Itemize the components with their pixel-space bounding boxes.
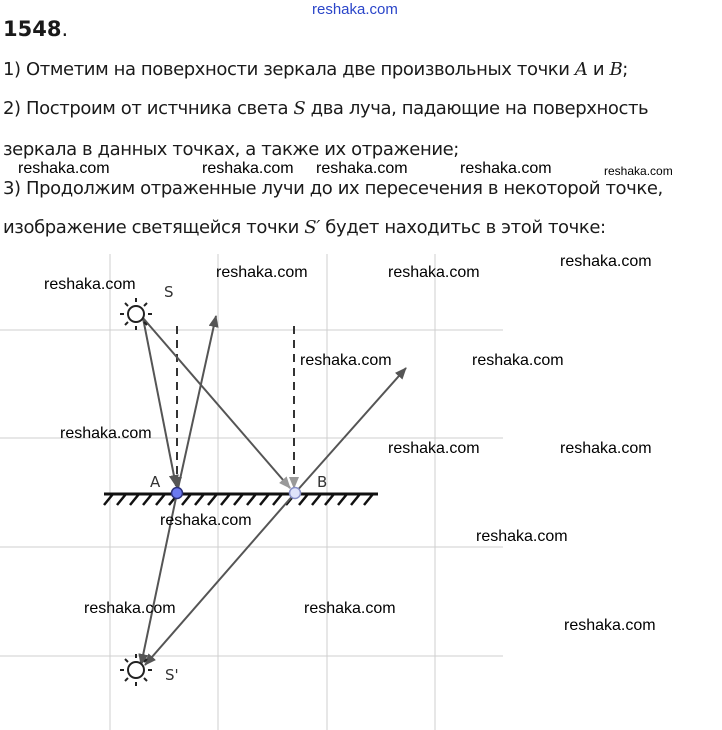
label-b: B <box>317 473 328 491</box>
grid <box>0 254 503 730</box>
watermark: reshaka.com <box>160 512 252 529</box>
step-1-point-b: B <box>609 59 623 80</box>
reflected-ray-b <box>295 368 406 493</box>
watermark: reshaka.com <box>304 600 396 617</box>
point-b <box>290 488 301 499</box>
step-4-text: изображение светящейся точки <box>3 217 305 238</box>
problem-number-suffix: . <box>61 17 69 41</box>
watermark: reshaka.com <box>202 160 294 177</box>
watermark: reshaka.com <box>18 160 110 177</box>
step-3: 3) Продолжим отраженные лучи до их пересечения в некоторой точке, <box>3 178 663 199</box>
step-2-text: 2) Построим от истчника света <box>3 98 294 119</box>
site-header[interactable]: reshaka.com <box>312 1 398 18</box>
label-a: A <box>150 473 161 491</box>
step-1-text: 1) Отметим на поверхности зеркала две произвольных точки <box>3 59 575 80</box>
label-s-prime: S' <box>165 666 179 684</box>
incident-ray-b <box>143 318 290 488</box>
step-2-source: S <box>293 98 306 119</box>
watermark: reshaka.com <box>472 352 564 369</box>
light-source-s-icon <box>120 298 152 330</box>
mirror <box>104 494 378 505</box>
step-4-rest: будет находитьс в этой точке: <box>319 217 606 238</box>
watermark: reshaka.com <box>560 440 652 457</box>
watermark: reshaka.com <box>60 425 152 442</box>
watermark: reshaka.com <box>560 253 652 270</box>
problem-number-value: 1548 <box>3 17 62 41</box>
mirror-diagram <box>0 250 722 730</box>
watermark: reshaka.com <box>44 276 136 293</box>
point-a <box>172 488 183 499</box>
reflected-ray-a <box>177 316 216 493</box>
step-4 <box>3 217 606 238</box>
watermark: reshaka.com <box>316 160 408 177</box>
watermark: reshaka.com <box>476 528 568 545</box>
watermark: reshaka.com <box>300 352 392 369</box>
problem-number <box>3 17 68 41</box>
image-s-prime-icon <box>120 654 152 686</box>
watermark: reshaka.com <box>84 600 176 617</box>
watermark: reshaka.com <box>564 617 656 634</box>
watermark: reshaka.com <box>604 164 673 178</box>
step-1-point-a: A <box>574 59 588 80</box>
step-1-end: ; <box>622 59 628 80</box>
step-1 <box>3 59 628 80</box>
step-4-image: S′ <box>304 217 320 238</box>
label-s: S <box>164 283 174 301</box>
step-2-rest: два луча, падающие на поверхность <box>305 98 649 119</box>
step-1-conj: и <box>587 59 610 80</box>
watermark: reshaka.com <box>388 440 480 457</box>
step-2-cont: зеркала в данных точках, а также их отражение; <box>3 139 459 160</box>
watermark: reshaka.com <box>460 160 552 177</box>
watermark: reshaka.com <box>216 264 308 281</box>
mirror-hatching <box>104 494 373 505</box>
incident-ray-a <box>143 318 176 486</box>
watermark: reshaka.com <box>388 264 480 281</box>
step-2 <box>3 98 648 119</box>
